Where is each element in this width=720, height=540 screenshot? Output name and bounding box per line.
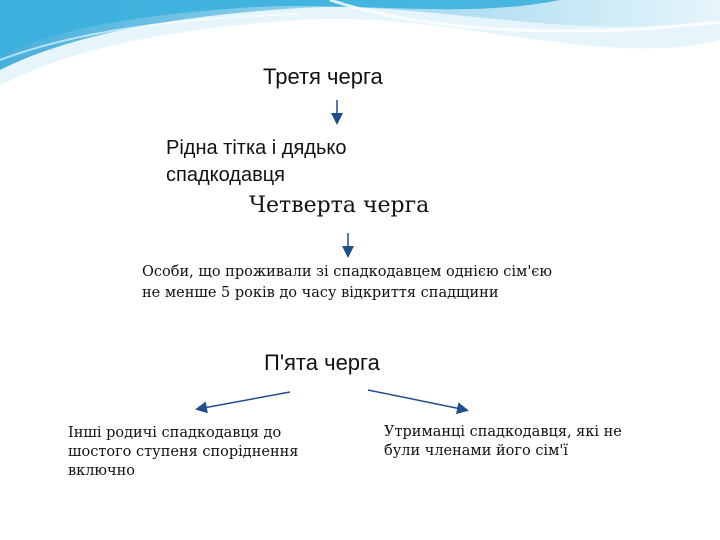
fifth-left-line-3: включно — [68, 463, 136, 479]
arrow-fifth-left — [198, 392, 290, 409]
fourth-line-heading: Четверта черга — [249, 193, 430, 218]
fifth-right-line-1: Утриманці спадкодавця, які не — [384, 424, 622, 440]
third-heirs-line-1: Рідна тітка і дядько — [166, 137, 347, 159]
fourth-line-heirs — [142, 263, 552, 303]
fifth-line-heading: П'ята черга — [264, 350, 380, 375]
third-line-heading: Третя черга — [263, 64, 383, 89]
third-heirs-line-2: спадкодавця — [166, 164, 285, 186]
fifth-line-right-heirs — [384, 423, 622, 461]
fifth-left-line-1: Інші родичі спадкодавця до — [68, 425, 282, 441]
fourth-heirs-line-2: не менше 5 років до часу відкриття спадщини — [142, 285, 499, 301]
arrow-fifth-right — [368, 390, 466, 410]
fourth-heirs-line-1: Особи, що проживали зі спадкодавцем однією сім'єю — [142, 264, 553, 280]
third-line-heirs — [166, 135, 347, 189]
fifth-line-left-heirs — [68, 424, 298, 481]
fifth-right-line-2: були членами його сім'ї — [384, 443, 568, 459]
fifth-left-line-2: шостого ступеня споріднення — [68, 444, 299, 460]
